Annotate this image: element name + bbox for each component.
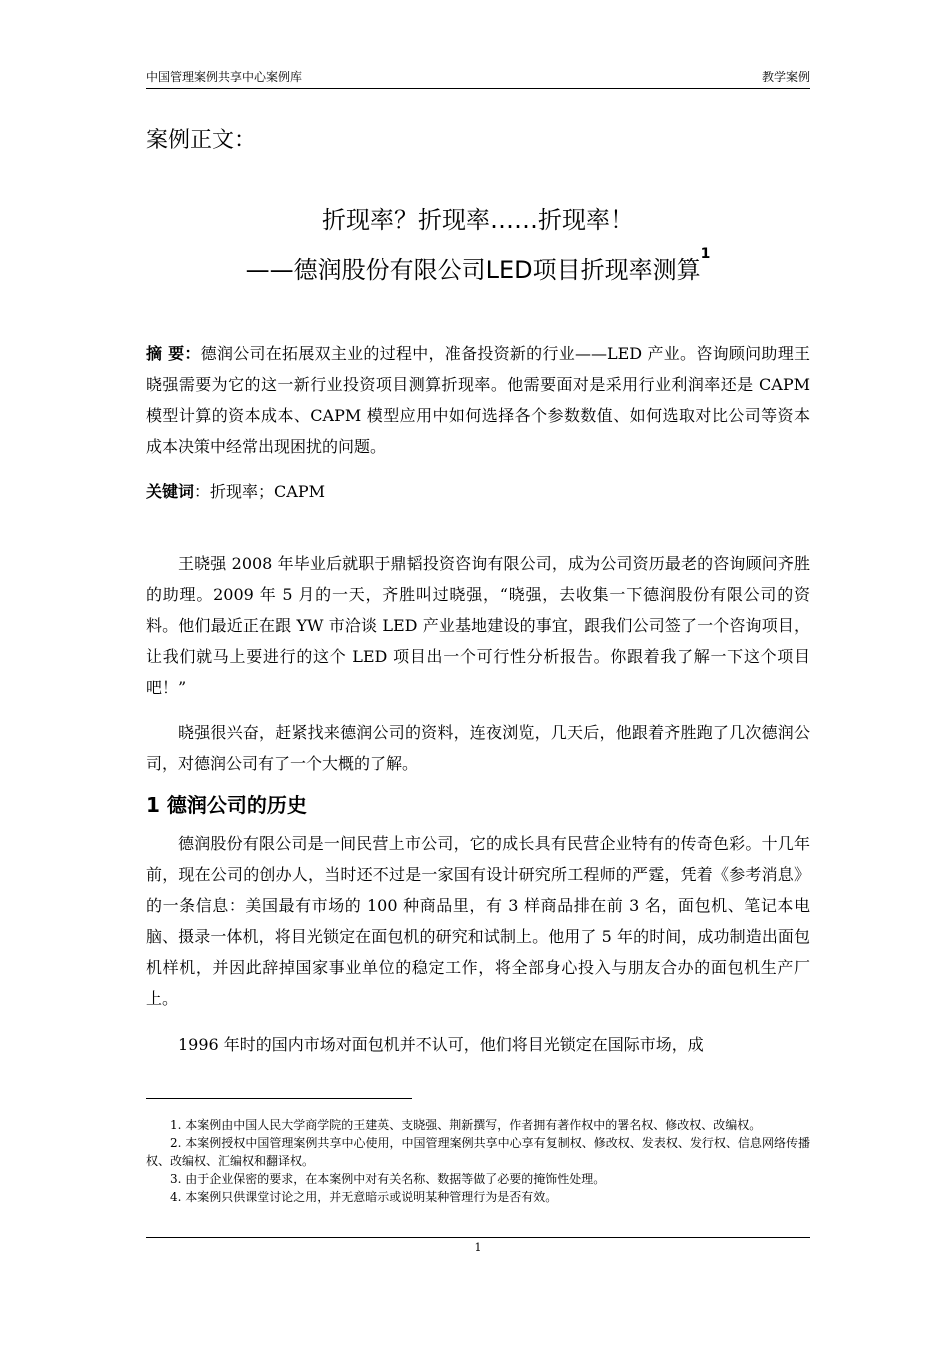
section-label: 案例正文： [146,128,257,153]
abstract-label: 摘 要： [146,344,201,363]
body-paragraph-2: 晓强很兴奋，赶紧找来德润公司的资料，连夜浏览，几天后，他跟着齐胜跑了几次德润公司，对德润公司有了一个大概的了解。 [146,723,810,773]
abstract [146,338,810,462]
body-paragraph-1: 王晓强 2008 年毕业后就职于鼎韬投资咨询有限公司，成为公司资历最老的咨询顾问齐胜的助理。2009 年 5 月的一天，齐胜叫过晓强，“晓强，去收集一下德润股份有限公司的资料。他们最近正在跟 YW 市洽谈 LED 产业基地建设的事宜，跟我们公司签了一个咨询项目，让我们就马上要进行的这个 LED 项目出一个可行性分析报告。你跟着我了解一下这个项目吧！” [146,554,810,697]
footer-rule [146,1237,810,1238]
header-right-text: 教学案例 [761,70,810,84]
footnote-marker: 1 [700,246,711,262]
case-subtitle [146,246,810,285]
abstract-text: 德润公司在拓展双主业的过程中，准备投资新的行业——LED 产业。咨询顾问助理王晓强需要为它的这一新行业投资项目测算折现率。他需要面对是采用行业利润率还是 CAPM 模型计算的资本成本、CAPM 模型应用中如何选择各个参数数值、如何选取对比公司等资本成本决策中经常出现困扰的问题。 [146,344,810,456]
keywords-label: 关键词 [146,482,195,501]
footnote-item: 1. 本案例由中国人民大学商学院的王建英、支晓强、荆新撰写，作者拥有著作权中的署名权、修改权、改编权。 [170,1118,762,1132]
footnote-item: 2. 本案例授权中国管理案例共享中心使用，中国管理案例共享中心享有复制权、修改权、发表权、发行权、信息网络传播权、改编权、汇编权和翻译权。 [146,1136,810,1168]
keywords-text: ：折现率；CAPM [194,482,325,501]
keywords [146,476,810,507]
footnote-separator [146,1098,412,1099]
case-subtitle-text: ——德润股份有限公司LED项目折现率测算 [245,256,701,284]
case-title: 折现率？折现率……折现率！ [322,206,634,234]
body-paragraph-3: 德润股份有限公司是一间民营上市公司，它的成长具有民营企业特有的传奇色彩。十几年前，现在公司的创办人，当时还不过是一家国有设计研究所工程师的严霆，凭着《参考消息》的一条信息：美国最有市场的 100 种商品里，有 3 样商品排在前 3 名，面包机、笔记本电脑、摄录一体机，将目光锁定在面包机的研究和试制上。他用了 5 年的时间，成功制造出面包机样机，并因此辞掉国家事业单位的稳定工作，将全部身心投入与朋友合办的面包机生产厂上。 [146,834,810,1008]
body-paragraph-4: 1996 年时的国内市场对面包机并不认可，他们将目光锁定在国际市场，成 [178,1035,704,1054]
page-number: 1 [474,1241,482,1254]
running-header [146,68,810,89]
footnote-item: 3. 由于企业保密的要求，在本案例中对有关名称、数据等做了必要的掩饰性处理。 [170,1172,606,1186]
section-heading: 1 德润公司的历史 [146,793,307,817]
header-left-text: 中国管理案例共享中心案例库 [146,70,303,84]
footnotes [146,1116,810,1206]
footnote-item: 4. 本案例只供课堂讨论之用，并无意暗示或说明某种管理行为是否有效。 [170,1190,558,1204]
